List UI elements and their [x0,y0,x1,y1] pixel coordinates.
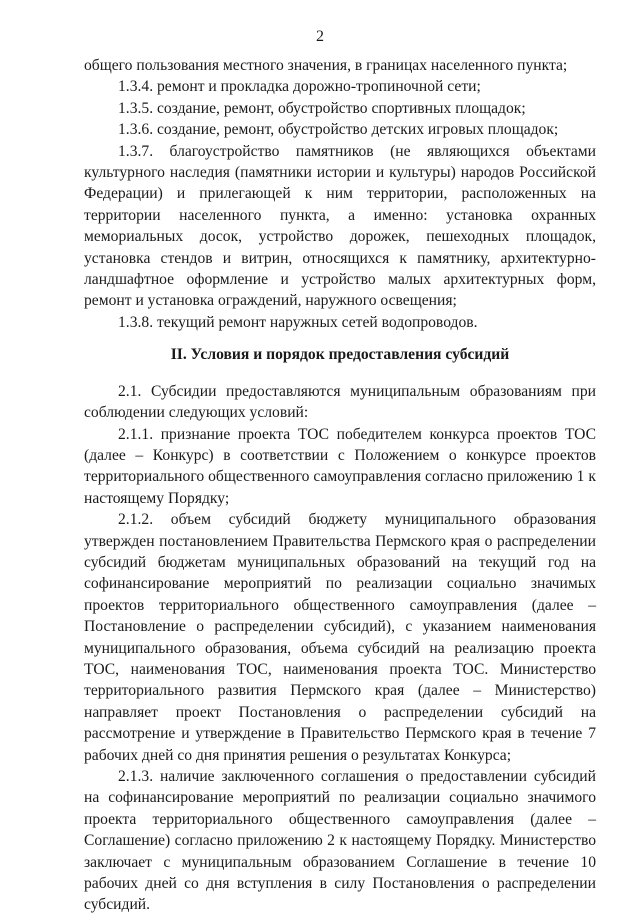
paragraph-2-1-2: 2.1.2. объем субсидий бюджету муниципального образования утвержден постановлением Правительства Пермского края о распределении субсидий бюджетам муниципальных образований на текущий год на софинансирование мероприятий по реализации социально значимых проектов территориального общественного самоуправления (далее – Постановление о распределении субсидий), с указанием наименования муниципального образования, объема субсидий на реализацию проекта ТОС, наименования ТОС, наименования проекта ТОС. Министерство территориального развития Пермского края (далее – Министерство) направляет проект Постановления о распределении субсидий на рассмотрение и утверждение в Правительство Пермского края в течение 7 рабочих дней со дня принятия решения о результатах Конкурса; [84,511,596,764]
paragraph-1-3-4: 1.3.4. ремонт и прокладка дорожно-тропиночной сети; [118,78,481,96]
paragraph-1-3-5: 1.3.5. создание, ремонт, обустройство спортивных площадок; [118,99,526,117]
section-heading: II. Условия и порядок предоставления субсидий [170,346,510,364]
paragraph-1-3-7: 1.3.7. благоустройство памятников (не являющихся объектами культурного наследия (памятники истории и культуры) народов Российской Федерации) и прилегающей к ним территории, расположенных на территории населенного пункта, а именно: установка охранных мемориальных досок, устройство дорожек, пешеходных площадок, установка стендов и витрин, относящихся к памятнику, архитектурно-ландшафтное оформление и устройство малых архитектурных форм, ремонт и установка ограждений, наружного освещения; [84,142,596,310]
document-body [84,55,596,916]
paragraph-1-3-8: 1.3.8. текущий ремонт наружных сетей водопроводов. [118,313,478,331]
page-number: 2 [316,28,324,45]
paragraph-2-1: 2.1. Субсидии предоставляются муниципальным образованиям при соблюдении следующих условий: [84,382,596,422]
paragraph-1-3-6: 1.3.6. создание, ремонт, обустройство детских игровых площадок; [118,121,559,139]
paragraph-2-1-3: 2.1.3. наличие заключенного соглашения о предоставлении субсидий на софинансирование мероприятий по реализации социально значимого проекта территориального общественного самоуправления (далее – Соглашение) согласно приложению 2 к настоящему Порядку. Министерство заключает с муниципальным образованием Соглашение в течение 10 рабочих дней со дня вступления в силу Постановления о распределении субсидий. [84,768,596,914]
paragraph-continuation: общего пользования местного значения, в границах населенного пункта; [84,57,568,74]
paragraph-2-1-1: 2.1.1. признание проекта ТОС победителем конкурса проектов ТОС (далее – Конкурс) в соответствии с Положением о конкурсе проектов территориального общественного самоуправления согласно приложению 1 к настоящему Порядку; [84,425,596,507]
